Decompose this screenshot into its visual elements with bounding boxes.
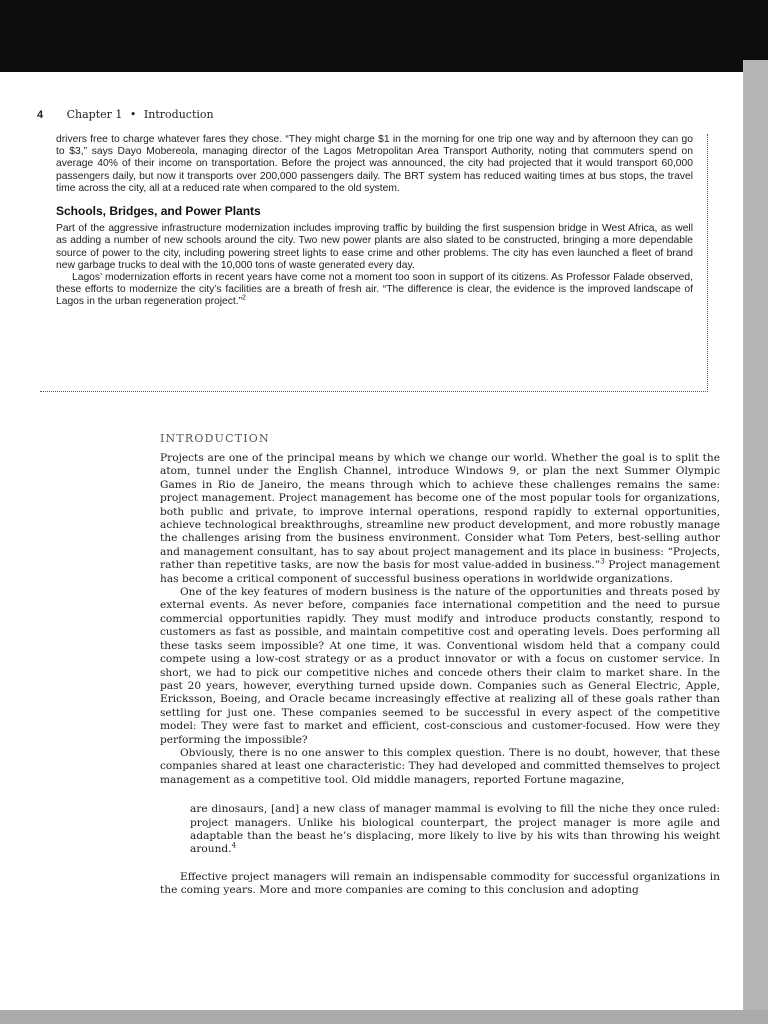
page-number: 4 — [37, 109, 44, 121]
case-paragraph: drivers free to charge whatever fares they chose. “They might charge $1 in the morning for one trip one way and by afternoon they can go to $3,” says Dayo Mobereola, managing director of the Lagos Metropolitan Area Transport Authority, noting that commuters spend on average 40% of their income on transportation. Before the project was announced, the city had projected that it would transport 60,000 passengers daily, but now it transports over 200,000 passengers daily. The BRT system has reduced waiting times at bus stops, the travel time across the city, all at a reduced rate when compared to the old system. — [56, 134, 693, 194]
footnote-ref: 4 — [231, 841, 237, 850]
footnote-ref: 2 — [242, 295, 246, 303]
section-label: Introduction — [143, 108, 214, 121]
scan-bottom-edge — [0, 1010, 768, 1024]
case-paragraph — [56, 272, 693, 309]
section-title: INTRODUCTION — [160, 432, 270, 445]
body-paragraph — [160, 452, 720, 586]
scan-right-edge — [743, 60, 768, 1024]
body-paragraph: One of the key features of modern business is the nature of the opportunities and threats posed by external events. As never before, companies face international competition and the need to pursue commercial opportunities rapidly. They must modify and introduce products constantly, respond to customers as fast as possible, and maintain competitive cost and operating levels. Does performing all these tasks seem impossible? At one time, it was. Conventional wisdom held that a company could compete using a low-cost strategy or as a product innovator or with a focus on customer service. In short, we had to pick our competitive niches and concede others their claim to market share. In the past 20 years, however, everything turned upside down. Companies such as General Electric, Apple, Ericksson, Boeing, and Oracle became increasingly effective at realizing all of these goals rather than settling for just one. These companies seemed to be successful in every aspect of the competitive model: They were fast to market and efficient, cost-conscious and customer-focused. How were they performing the impossible? — [160, 586, 720, 746]
body-text: Projects are one of the principal means by which we change our world. Whether the goal is to split the atom, tunnel under the English Channel, introduce Windows 9, or plan the next Summer Olympic Games in Rio de Janeiro, the means through which to achieve these challenges remains the same: project management. Project management has become one of the most popular tools for organizations, both public and private, to improve internal operations, respond rapidly to external opportunities, achieve technological breakthroughs, streamline new product development, and more robustly manage the challenges arising from the business environment. Consider what Tom Peters, best-selling author and management consultant, has to say about project management and its place in business: “Projects, rather than repetitive tasks, are now the basis for most value-added in business.” — [160, 452, 720, 572]
scan-top-shadow — [0, 0, 768, 72]
quote-text: are dinosaurs, [and] a new class of manager mammal is evolving to fill the niche they once ruled: project managers. Unlike his biological counterpart, the project manager is more agile and adaptable than the beast he’s displacing, more likely to live by his wits than throwing his weight around. — [190, 803, 720, 856]
case-paragraph: Part of the aggressive infrastructure modernization includes improving traffic by building the first suspension bridge in West Africa, as well as adding a number of new schools around the city. Two new power plants are also slated to be constructed, bringing a more dependable source of power to the city, including powering street lights to ease crime and other problems. The city has even launched a fleet of brand new garbage trucks to deal with the 10,000 tons of waste generated every day. — [56, 223, 693, 271]
case-study-box — [40, 134, 708, 392]
body-paragraph: Effective project managers will remain an indispensable commodity for successful organizations in the coming years. More and more companies are coming to this conclusion and adopting — [160, 870, 720, 897]
chapter-label: Chapter 1 — [66, 108, 123, 121]
body-text: Project management has become a critical component of successful business operations in worldwide organizations. — [160, 559, 720, 585]
main-body — [160, 452, 720, 898]
body-paragraph: Obviously, there is no one answer to this complex question. There is no doubt, however, that these companies shared at least one characteristic: They had developed and committed themselves to project management as a competitive tool. Old middle managers, reported Fortune magazine, — [160, 746, 720, 786]
header-separator: • — [129, 108, 137, 121]
block-quote — [190, 803, 720, 857]
case-paragraph-text: Lagos’ modernization efforts in recent years have come not a moment too soon in support of its citizens. As Professor Falade observed, these efforts to modernize the city’s facilities are a breath of fresh air. “The difference is clear, the evidence is the improved landscape of Lagos in the urban regeneration project.” — [56, 272, 693, 308]
case-subheading: Schools, Bridges, and Power Plants — [56, 204, 261, 219]
running-header — [37, 108, 214, 121]
footnote-ref: 3 — [600, 557, 605, 566]
